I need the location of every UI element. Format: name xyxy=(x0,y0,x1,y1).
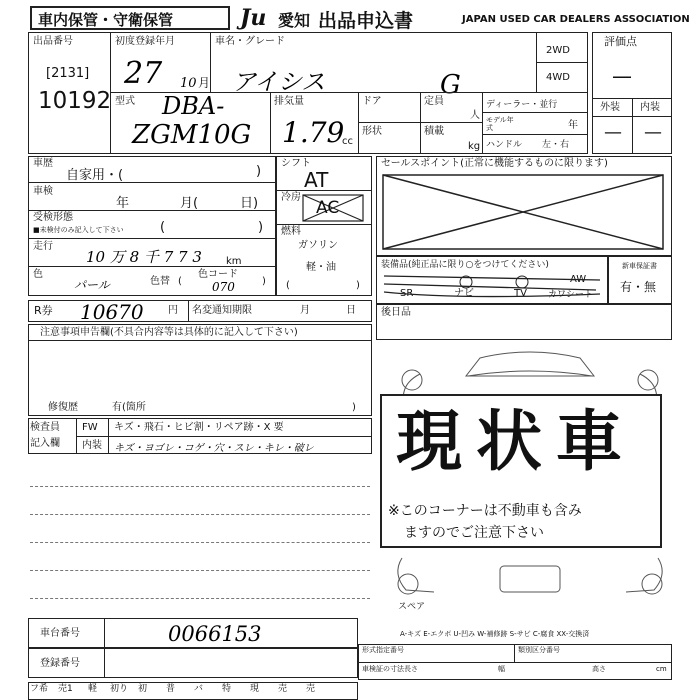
selling-points-label: セールスポイント(正常に機能するものに限ります) xyxy=(381,158,608,169)
dealer-label: ディーラー・並行 xyxy=(486,100,558,110)
color-change-open: ( xyxy=(178,276,182,287)
interior-label: 内装 xyxy=(640,102,660,113)
warranty-options: 有・無 xyxy=(620,280,657,294)
interior-check-text: キズ・ヨゴレ・コゲ・穴・スレ・キレ・破レ xyxy=(114,443,314,454)
chassis-number: 0066153 xyxy=(168,622,262,646)
interior-value: — xyxy=(644,122,662,143)
repair-close: ) xyxy=(352,402,356,413)
lot-number: 10192 xyxy=(38,88,112,114)
inspector-label-1: 検査員 xyxy=(30,422,60,433)
damage-legend: A-キズ E-エクボ U-凹み W-補修跡 S-サビ C-腐食 XX-交換済 xyxy=(400,630,590,638)
color-change-close: ) xyxy=(262,276,266,287)
exterior-label: 外装 xyxy=(600,102,620,113)
form-title: 出品申込書 xyxy=(318,10,414,32)
footer-char: 現 xyxy=(250,684,260,694)
equipment-item-aw: AW xyxy=(570,274,587,285)
footer-char: 初 xyxy=(138,684,148,694)
name-grade-label: 車名・グレード xyxy=(215,36,285,47)
model-year-unit: 年 xyxy=(568,120,578,131)
exterior-value: — xyxy=(604,122,622,143)
name-change-day: 日 xyxy=(346,305,356,316)
name-change-month: 月 xyxy=(300,305,310,316)
transfer-close: ) xyxy=(258,220,264,235)
stamp-title: 現状車 xyxy=(396,403,636,480)
notes-label: 注意事項申告欄(不具合内容等は具体的に記入して下さい) xyxy=(40,327,298,338)
stamp-note-line-2: ますのでご注意下さい xyxy=(404,525,544,541)
fuel-light: 軽・油 xyxy=(306,262,336,273)
footer-char: 売 xyxy=(306,684,316,694)
color-label: 色 xyxy=(33,269,43,280)
drive-2wd: 2WD xyxy=(546,45,570,56)
spare-label: スペア xyxy=(398,602,426,612)
selling-points-cross xyxy=(380,172,666,252)
inspection-year: 年 xyxy=(116,196,130,211)
handle-options: 左・右 xyxy=(542,140,570,150)
repair-label: 修復歴 xyxy=(48,402,78,413)
capacity-unit: 人 xyxy=(470,110,480,121)
mileage-label: 走行 xyxy=(33,241,53,252)
mileage-unit: km xyxy=(226,256,242,267)
fuel-open: ( xyxy=(286,280,290,291)
lot-label: 出品番号 xyxy=(33,36,73,47)
footer-char: 売 xyxy=(278,684,288,694)
model-year-label: モデル年式 xyxy=(486,116,514,132)
model-type-line2: ZGM10G xyxy=(132,120,252,150)
registration-month-number: 10 xyxy=(180,76,197,91)
footer-char: フ希 xyxy=(30,684,49,694)
use-value: 自家用・( xyxy=(66,168,124,183)
repair-value: 有(箇所 xyxy=(112,402,146,413)
aircon-label: 冷房 xyxy=(281,192,301,203)
equipment-strike-marks xyxy=(380,272,606,302)
color-value: パール xyxy=(74,278,110,292)
inspection-label: 車検 xyxy=(33,186,53,197)
footer-chars xyxy=(30,684,334,694)
fuel-close: ) xyxy=(356,280,360,291)
load-unit: kg xyxy=(468,141,481,152)
footer-char: 売1 xyxy=(58,684,73,694)
cm-unit: cm xyxy=(656,665,667,673)
color-code-label: 色コード xyxy=(198,269,238,280)
fuel-gas: ガソリン xyxy=(298,240,338,251)
use-close: ) xyxy=(256,164,262,179)
displacement-label: 排気量 xyxy=(274,96,304,107)
capacity-label: 定員 xyxy=(424,96,444,107)
displacement-value: 1.79 xyxy=(282,116,345,149)
model-type-line1: DBA- xyxy=(162,92,225,120)
name-change-label: 名変通知期限 xyxy=(192,305,252,316)
handle-label: ハンドル xyxy=(486,140,523,150)
aircon-value: AC xyxy=(316,198,340,218)
registration-label: 初度登録年月 xyxy=(115,36,175,47)
warranty-label: 新車保証書 xyxy=(622,262,657,270)
rating-label: 評価点 xyxy=(604,35,637,48)
footer-char: バ xyxy=(194,684,204,694)
door-label: ドア xyxy=(362,96,382,107)
transfer-note: ■未検付のみ記入して下さい xyxy=(33,226,124,234)
chassis-label: 車台番号 xyxy=(40,628,80,639)
height-label: 高さ xyxy=(592,665,606,673)
after-items-label: 後日品 xyxy=(381,307,411,318)
footer-char: 特 xyxy=(222,684,232,694)
transfer-label: 受検形態 xyxy=(33,212,73,223)
class-number-label: 類別区分番号 xyxy=(518,646,560,654)
equipment-label: 装備品(純正品に限り○をつけてください) xyxy=(381,260,549,270)
model-type-label: 型式 xyxy=(115,96,135,107)
registration-month-label: 月 xyxy=(198,76,211,90)
lot-sub-number: [2131] xyxy=(46,66,90,81)
recycle-unit: 円 xyxy=(168,305,178,316)
grade: G xyxy=(440,70,461,100)
recycle-value: 10670 xyxy=(80,300,144,324)
body-shape-label: 形状 xyxy=(362,126,382,137)
drive-4wd: 4WD xyxy=(546,72,570,83)
equipment-item-leather: カワシート xyxy=(548,290,594,300)
width-label: 幅 xyxy=(498,665,505,673)
storage-label: 車内保管・守衛保管 xyxy=(38,11,174,29)
transfer-open: ( xyxy=(160,220,166,235)
ju-logo: Ju xyxy=(240,5,267,31)
plate-label: 登録番号 xyxy=(40,658,80,669)
displacement-unit: cc xyxy=(342,136,353,147)
fw-label: FW xyxy=(82,422,98,433)
footer-char: 軽 xyxy=(88,684,98,694)
size-label: 車検証の寸法 xyxy=(362,665,404,673)
interior-check-label: 内装 xyxy=(82,440,102,451)
registration-year: 27 xyxy=(124,56,163,91)
equipment-item-navi: ナビ xyxy=(454,288,474,299)
shift-label: シフト xyxy=(281,158,311,169)
use-label: 車歴 xyxy=(33,158,53,169)
stamp-note-line-1: ※このコーナーは不動車も含み xyxy=(388,503,582,519)
fuel-label: 燃料 xyxy=(281,226,301,237)
footer-char: 初り xyxy=(110,684,129,694)
type-number-label: 形式指定番号 xyxy=(362,646,404,654)
inspection-month: 月( xyxy=(180,196,199,211)
inspection-day: 日) xyxy=(240,196,259,211)
rating-value: — xyxy=(612,64,632,88)
english-title: JAPAN USED CAR DEALERS ASSOCIATION xyxy=(462,14,690,25)
shift-value: AT xyxy=(304,168,329,192)
equipment-item-tv: TV xyxy=(514,288,527,299)
mileage-value: 10 万 8 千 7 7 3 xyxy=(86,248,202,266)
equipment-item-sr: SR xyxy=(400,288,414,299)
load-label: 積載 xyxy=(424,126,444,137)
org-name: 愛知 xyxy=(278,11,311,30)
recycle-label: R券 xyxy=(34,304,53,317)
color-code: 070 xyxy=(212,280,235,294)
inspector-label-2: 記入欄 xyxy=(30,438,60,449)
after-items-box xyxy=(376,304,672,340)
length-label: 長さ xyxy=(404,665,418,673)
color-change-label: 色替 xyxy=(150,276,170,287)
footer-char: 普 xyxy=(166,684,176,694)
fw-text: キズ・飛石・ヒビ割・リペア跡・X 要 xyxy=(114,422,284,433)
model-name: アイシス xyxy=(232,68,326,96)
